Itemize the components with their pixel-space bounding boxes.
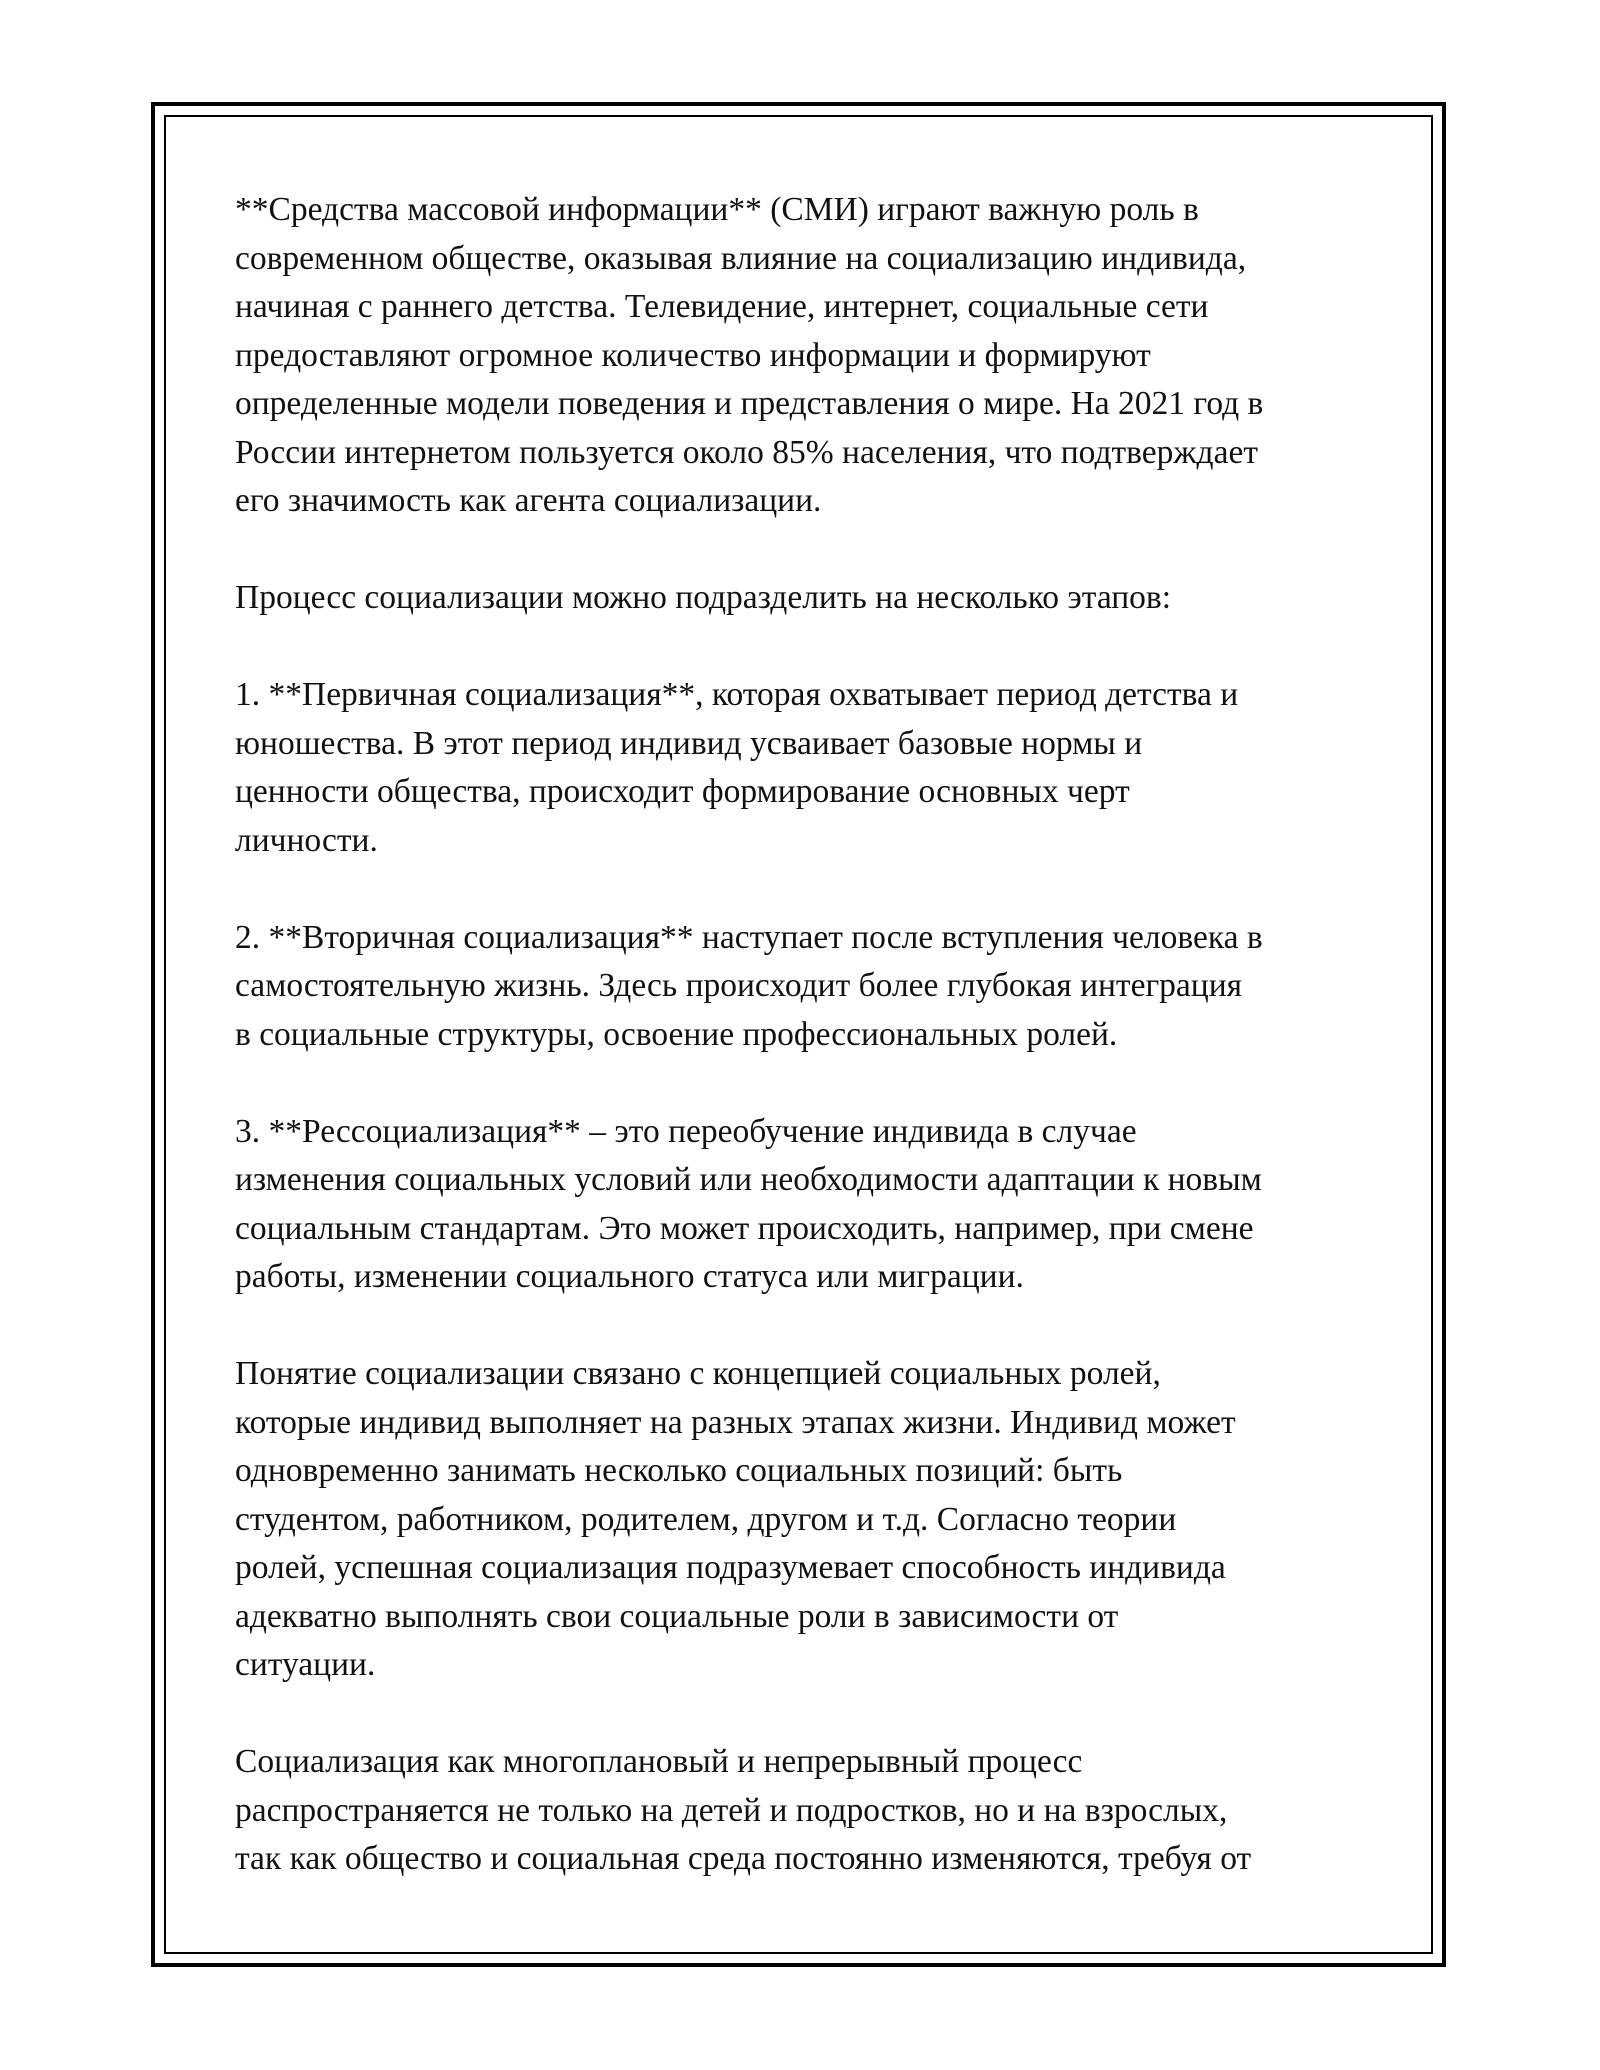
text-line: 1. **Первичная социализация**, которая охватывает период детства и <box>235 676 1239 713</box>
text-line: России интернетом пользуется около 85% населения, что подтверждает <box>235 433 1258 471</box>
text-line: личности. <box>235 821 378 859</box>
text-line: юношества. В этот период индивид усваивает базовые нормы и <box>235 724 1143 762</box>
text-line: ситуации. <box>235 1646 376 1683</box>
text-line: определенные модели поведения и представления о мире. На 2021 год в <box>235 385 1264 422</box>
text-line: ценности общества, происходит формирование основных черт <box>235 773 1130 810</box>
text-line: предоставляют огромное количество информации и формируют <box>235 336 1151 374</box>
text-line: 2. **Вторичная социализация** наступает после вступления человека в <box>235 918 1263 956</box>
text-line: в социальные структуры, освоение профессиональных ролей. <box>235 1015 1118 1053</box>
text-line: **Средства массовой информации** (СМИ) играют важную роль в <box>235 191 1199 228</box>
text-line: работы, изменении социального статуса или миграции. <box>235 1258 1024 1295</box>
paragraph-stage-secondary <box>235 914 1375 1060</box>
text-line: современном обществе, оказывая влияние на социализацию индивида, <box>235 239 1247 277</box>
text-line: распространяется не только на детей и подростков, но и на взрослых, <box>235 1791 1228 1829</box>
text-line: Социализация как многоплановый и непрерывный процесс <box>235 1743 1083 1780</box>
text-line: его значимость как агента социализации. <box>235 482 822 519</box>
text-line: начиная с раннего детства. Телевидение, интернет, социальные сети <box>235 288 1209 325</box>
text-line: изменения социальных условий или необходимости адаптации к новым <box>235 1161 1262 1198</box>
paragraph-media-intro <box>235 186 1375 526</box>
text-line: Процесс социализации можно подразделить на несколько этапов: <box>235 579 1172 616</box>
text-line: так как общество и социальная среда постоянно изменяются, требуя от <box>235 1840 1252 1877</box>
text-line: Понятие социализации связано с концепцией социальных ролей, <box>235 1355 1161 1392</box>
text-line: социальным стандартам. Это может происходить, например, при смене <box>235 1209 1254 1247</box>
text-line: одновременно занимать несколько социальных позиций: быть <box>235 1452 1123 1489</box>
paragraph-social-roles <box>235 1350 1375 1690</box>
paragraph-stage-resocialization <box>235 1108 1375 1302</box>
paragraph-continuous-process <box>235 1738 1375 1884</box>
text-line: 3. **Рессоциализация** – это переобучение индивида в случае <box>235 1112 1137 1150</box>
text-line: которые индивид выполняет на разных этапах жизни. Индивид может <box>235 1403 1236 1441</box>
text-line: студентом, работником, родителем, другом и т.д. Согласно теории <box>235 1500 1177 1538</box>
text-line: самостоятельную жизнь. Здесь происходит более глубокая интеграция <box>235 967 1243 1004</box>
document-body <box>235 186 1375 1932</box>
text-line: адекватно выполнять свои социальные роли в зависимости от <box>235 1597 1119 1635</box>
paragraph-stage-primary <box>235 671 1375 865</box>
paragraph-stages-intro <box>235 574 1375 623</box>
text-line: ролей, успешная социализация подразумевает способность индивида <box>235 1549 1226 1586</box>
